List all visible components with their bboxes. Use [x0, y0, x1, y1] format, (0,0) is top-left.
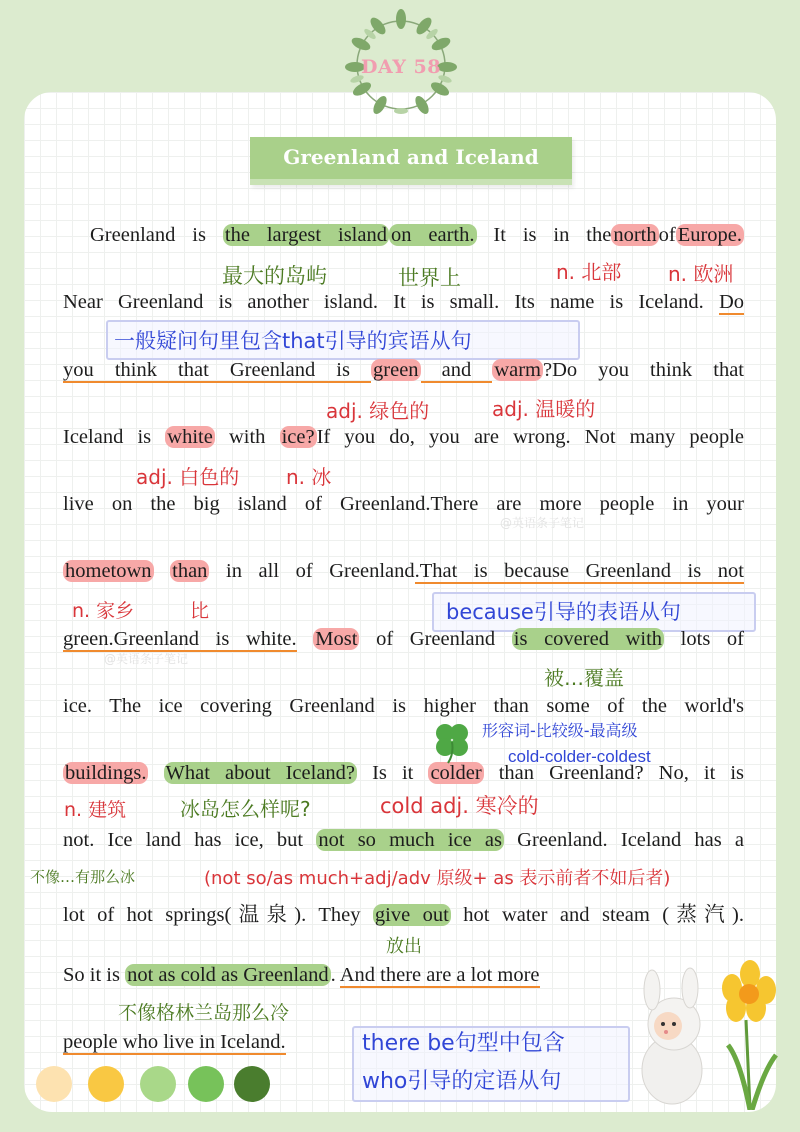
- watermark-2: @英语条子笔记: [104, 652, 189, 666]
- note-attributive-clause: who引导的定语从句: [362, 1069, 562, 1094]
- note-ice: n. 冰: [286, 465, 332, 489]
- note-not-so-much: 不像…有那么冰: [30, 868, 136, 886]
- note-buildings: n. 建筑: [64, 799, 127, 821]
- day-label: DAY 58: [361, 56, 441, 78]
- watermark-1: @英语条子笔记: [500, 516, 585, 530]
- note-what-about: 冰岛怎么样呢?: [180, 797, 311, 821]
- text-line-11: lot of hot springs(温泉). They give out hot water and steam (蒸汽).: [63, 904, 745, 926]
- text-line-12: So it is not as cold as Greenland. And there are a lot more: [63, 964, 540, 986]
- color-dot-5: [234, 1066, 270, 1102]
- note-hometown: n. 家乡: [72, 600, 135, 622]
- note-object-clause: 一般疑问句里包含that引导的宾语从句: [114, 329, 472, 353]
- note-north: n. 北部: [556, 260, 622, 284]
- note-white: adj. 白色的: [136, 465, 240, 489]
- color-dot-4: [188, 1066, 224, 1102]
- text-line-7: green.Greenland is white. Most of Greenland is covered with lots of: [63, 628, 745, 650]
- text-line-8: ice. The ice covering Greenland is higher than some of the world's: [63, 695, 744, 717]
- text-line-13: people who live in Iceland.: [63, 1031, 286, 1053]
- note-there-be: there be句型中包含: [362, 1031, 565, 1056]
- note-largest-island: 最大的岛屿: [222, 264, 327, 288]
- note-covered-with: 被…覆盖: [544, 666, 624, 690]
- color-dot-2: [88, 1066, 124, 1102]
- color-dot-1: [36, 1066, 72, 1102]
- color-dot-3: [140, 1066, 176, 1102]
- note-green: adj. 绿色的: [326, 399, 430, 423]
- text-line-2: Near Greenland is another island. It is small. Its name is Iceland. Do: [63, 291, 744, 313]
- note-on-earth: 世界上: [398, 266, 461, 290]
- text-line-1: Greenland is the largest island on earth. It is in thenorthofEurope.: [90, 224, 743, 246]
- text-line-4: Iceland is white with ice?If you do, you are wrong. Not many people: [63, 426, 745, 448]
- text-line-3: you think that Greenland is green and warm?Do you think that: [63, 359, 744, 381]
- text-line-9: buildings. What about Iceland? Is it colder than Greenland? No, it is: [65, 762, 745, 784]
- page-title: Greenland and Iceland: [250, 137, 572, 185]
- text-line-10: not. Ice land has ice, but not so much ice as Greenland. Iceland has a: [63, 829, 744, 851]
- note-not-as-cold: 不像格林兰岛那么冷: [118, 1002, 290, 1024]
- note-cold-forms: cold-colder-coldest: [508, 747, 651, 766]
- note-give-out: 放出: [386, 936, 422, 957]
- note-europe: n. 欧洲: [668, 262, 734, 286]
- note-degrees: 形容词-比较级-最高级: [482, 721, 638, 740]
- bunny-daffodil-illustration: [628, 960, 778, 1110]
- note-not-so-as-rule: (not so/as much+adj/adv 原级+ as 表示前者不如后者): [204, 868, 671, 889]
- note-cold: cold adj. 寒冷的: [380, 794, 539, 818]
- text-line-5: live on the big island of Greenland.There are more people in your: [63, 493, 744, 515]
- clover-icon: [432, 720, 472, 764]
- note-warm: adj. 温暖的: [492, 397, 596, 421]
- text-line-6: hometown than in all of Greenland.That is because Greenland is not: [65, 560, 744, 582]
- note-predicative-clause: because引导的表语从句: [446, 600, 681, 624]
- note-than: 比: [190, 600, 210, 622]
